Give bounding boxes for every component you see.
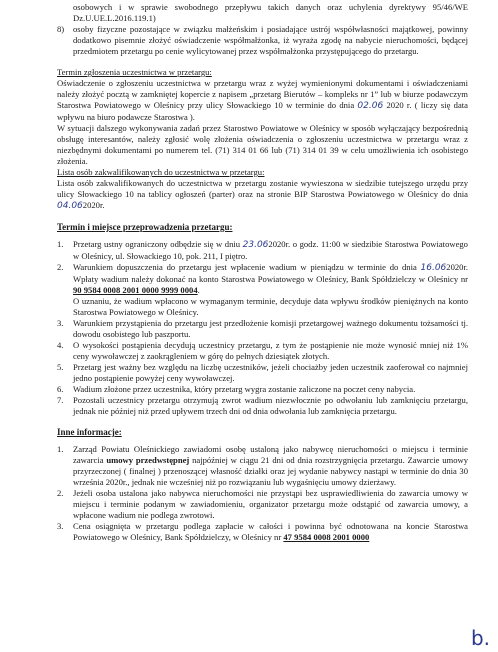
handwritten-date: 23.06 — [242, 240, 269, 250]
inne-informacje-list — [57, 444, 468, 543]
item-text: O wysokości postąpienia decydują uczestnicy przetargu, z tym że postąpienie nie może wynosić mniej niż 1% ceny wywoławczej z zaokrągleniem w górę do pełnych dziesiątek złotych. — [73, 340, 468, 361]
item-number: 5. — [57, 362, 64, 372]
item-number: 6. — [57, 384, 64, 394]
item-number: 4. — [57, 340, 64, 350]
item-text-part: . — [197, 285, 200, 295]
item-text: Pozostali uczestnicy przetargu otrzymują zwrot wadium niezwłocznie po odwołaniu lub zamknięciu przetargu, jednak nie później niż przed upływem trzech dni od dnia odwołania lub zamknięcia przetargu. — [73, 395, 468, 416]
list-item — [57, 340, 468, 362]
item-number: 7. — [57, 395, 64, 405]
list-item — [57, 239, 468, 262]
item-text-part: Cena osiągnięta w przetargu podlega zapłacie w całości i powinna być odnotowana na koncie Starostwa Powiatowego w Oleśnicy, Bank Spółdzielczy, w Oleśnicy nr — [73, 521, 468, 542]
list-item — [57, 262, 468, 318]
handwritten-date: 02.06 — [357, 101, 384, 111]
termin-miejsce-list — [57, 239, 468, 417]
top-continuation: osobowych i w sprawie swobodnego przepływu takich danych oraz uchylenia dyrektywy 95/46/WE Dz.U.UE.L.2016.119.1) — [73, 2, 468, 23]
bold-phrase: umowy przedwstępnej — [106, 455, 190, 465]
item-text — [73, 444, 468, 488]
lista-osob-heading: Lista osób zakwalifikowanych do uczestnictwa w przetargu: — [57, 167, 265, 177]
item-text: Przetarg jest ważny bez względu na liczbę uczestników, jeżeli chociażby jeden uczestnik zaoferował co najmniej jedno postąpienie powyżej ceny wywoławczej. — [73, 362, 468, 383]
item-text-part: najpóźniej w ciągu 21 dni od dnia rozstrzygnięcia przetargu. Zawarcie umowy przyrzeczonej ( finalnej ) przenoszącej własność działki oraz jej wydanie nabywcy nastąpi w terminie do dnia 30 września 2020r., jednak nie wcześniej niż po rozwiązaniu lub wygaśnięciu umowy dzierżawy. — [73, 455, 469, 487]
item-number: 3. — [57, 318, 64, 328]
termin-miejsce-heading: Termin i miejsce przeprowadzenia przetargu: — [57, 222, 233, 232]
list-item-8 — [57, 24, 468, 57]
item-number: 2. — [57, 262, 64, 272]
item-text — [73, 262, 468, 318]
termin-zgloszenia-heading: Termin zgłoszenia uczestnictwa w przetargu: — [57, 67, 212, 77]
item-text: Warunkiem przystąpienia do przetargu jest przedłożenie komisji przetargowej ważnego dokumentu tożsamości tj. dowodu osobistego lub paszportu. — [73, 318, 468, 339]
item-number: 1. — [57, 444, 64, 454]
list-item — [57, 362, 468, 384]
item-text-part: Warunkiem dopuszczenia do przetargu jest wpłacenie wadium w pieniądzu w terminie do dnia — [73, 262, 417, 272]
list-item — [57, 395, 468, 417]
item-text — [73, 521, 468, 543]
bank-account-number: 90 9584 0008 2001 0000 9999 0004 — [73, 285, 198, 295]
item-text: osoby fizyczne pozostające w związku małżeńskim i posiadające ustrój współwłasności majątkowej, powinny dodatkowo pisemnie złożyć oświadczenie współmałżonka, iż wyraża zgodę na nabycie nieruchomości, będącej przedmiotem przetargu po cenie wylicytowanej przez współmałżonka przystępującego do przetargu. — [73, 24, 468, 56]
lista-osob-paragraph — [57, 178, 468, 212]
item-number: 2. — [57, 488, 64, 498]
handwritten-page-mark: b. — [470, 626, 490, 650]
item-number: 8) — [57, 24, 65, 34]
item-text-part: Przetarg ustny ograniczony odbędzie się w dniu — [73, 239, 241, 249]
item-text-part: 2020r. o godz. 11:00 w siedzibie Starostwa Powiatowego w Oleśnicy, ul. Słowackiego 10, pok. 211, I piętro. — [73, 239, 468, 261]
bank-account-number: 47 9584 0008 2001 0000 — [283, 532, 370, 542]
list-item — [57, 521, 468, 543]
item-text-part: Zarząd Powiatu Oleśnickiego zawiadomi osobę ustaloną jako nabywcę nieruchomości o miejscu i terminie zawarcia — [73, 444, 468, 465]
list-item — [57, 384, 468, 395]
item-text — [73, 239, 468, 262]
item-number: 3. — [57, 521, 64, 531]
item-text: Jeżeli osoba ustalona jako nabywca nieruchomości nie przystąpi bez usprawiedliwienia do zawarcia umowy w miejscu i terminie podanym w zawiadomieniu, organizator przetargu może odstąpić od zawarcia umowy, a wpłacone wadium nie podlega zwrotowi. — [73, 488, 468, 520]
paragraph-text: Lista osób zakwalifikowanych do uczestnictwa w przetargu zostanie wywieszona w siedzibie tutejszego urzędu przy ulicy Słowackiego 10 na tablicy ogłoszeń (parter) oraz na stronie BIP Starostwa Powiatowego w Oleśnicy do dnia — [57, 178, 468, 199]
item-text-part: O uznaniu, że wadium wpłacono w wymaganym terminie, decyduje data wpływu środków pieniężnych na konto Starostwa Powiatowego w Oleśnicy. — [73, 296, 468, 317]
paragraph-text: Oświadczenie o zgłoszeniu uczestnictwa w przetargu wraz z wyżej wymienionymi dokumentami i oświadczeniami należy złożyć pocztą w zamkniętej kopercie z napisem „przetarg Bierutów – kompleks nr 1” lub w biurze podawczym Starostwa Powiatowego w Oleśnicy przy ulicy Słowackiego 10 w terminie do dnia — [57, 78, 468, 110]
list-item — [57, 318, 468, 340]
item-text-part: 2020r. Wpłaty wadium należy dokonać na konto Starostwa Powiatowego w Oleśnicy, Bank Spółdzielczy w Oleśnicy nr — [73, 262, 469, 284]
handwritten-date: 16.06 — [420, 263, 447, 273]
handwritten-date: 04.06 — [57, 201, 83, 211]
list-item — [57, 488, 468, 521]
termin-zgloszenia-paragraph-2: W sytuacji dalszego wykonywania zadań przez Starostwo Powiatowe w Oleśnicy w sposób wyłączający bezpośrednią obsługę interesantów, należy zgłosić wolę złożenia oświadczenia o zgłoszeniu uczestnictwa w przetargu wraz z niezbędnymi dokumentami po numerem tel. (71) 314 01 66 lub (71) 314 01 39 w celu umożliwienia ich osobistego złożenia. — [57, 123, 468, 166]
termin-zgloszenia-paragraph — [57, 78, 468, 123]
paragraph-text: 2020r. — [82, 200, 105, 210]
paragraph-text: 2020 r. ( liczy się data wpływu na biuro podawcze Starostwa ). — [57, 100, 468, 122]
item-text: Wadium złożone przez uczestnika, który przetarg wygra zostanie zaliczone na poczet ceny nabycia. — [73, 384, 416, 394]
inne-informacje-heading: Inne informacje: — [57, 427, 122, 437]
list-item — [57, 444, 468, 488]
item-number: 1. — [57, 239, 64, 249]
